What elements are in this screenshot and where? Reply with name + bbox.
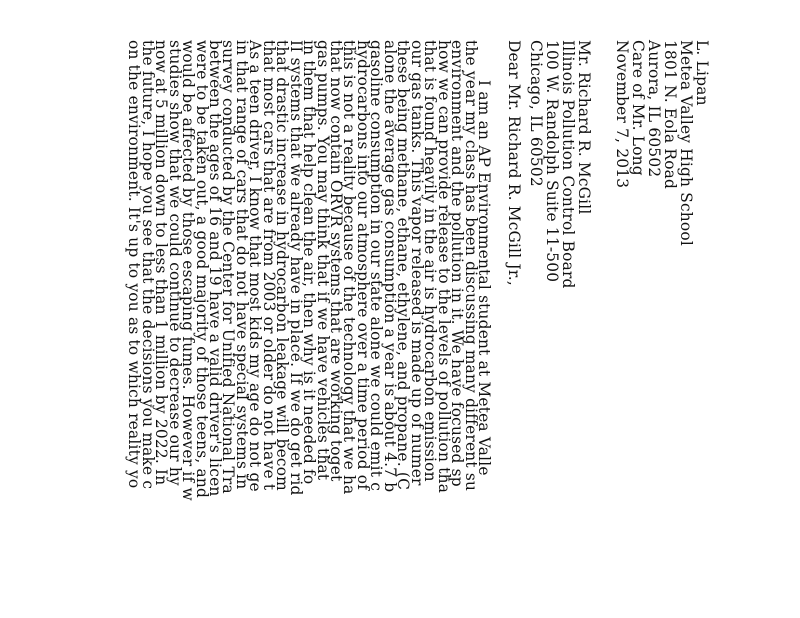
body-line: gas pumps. You may think that if we have vehicles that (313, 40, 332, 481)
body-line: on the environment. It's up to you as to which reality yo (125, 40, 144, 489)
body-line: these being methane, ethane, ethylene, and propane. (C (394, 40, 413, 491)
sender-name: L. Lipan (693, 40, 711, 106)
rotated-letter (70, 40, 710, 610)
body-line: studies show that we could continue to decrease our hy (165, 40, 184, 486)
recipient-org: Illinois Pollution Control Board (559, 40, 577, 289)
body-line: this is not a reality because of the technology that we ha (340, 40, 359, 495)
body-line: how we can provide release to the levels of pollution tha (434, 40, 453, 494)
body-line: in them that help clean the air, then why is it needed fo (300, 40, 319, 485)
letter (70, 40, 710, 610)
body-line: that drastic increase in hydrocarbon leakage will becom (273, 40, 292, 491)
recipient-city: Chicago, IL 60502 (527, 40, 545, 187)
salutation: Dear Mr. Richard R. McGill Jr., (505, 40, 523, 286)
body-line: would be affected by those escaping fumes. However if w (179, 40, 198, 501)
body-line: environment and the pollution in it. We have focused sp (448, 40, 467, 487)
body-line: As a teen driver, I know that most kids my age do not ge (246, 40, 265, 492)
body-line: hydrocarbons into our atmosphere over a time period of (353, 40, 372, 491)
body-line: survey conducted by the Center for Unified National Tra (219, 40, 238, 494)
letter-date: November 7, 2013 (613, 40, 631, 189)
body-line: that is found heavily in the air is hydrocarbon emission (421, 40, 440, 482)
body-line: our gas tanks. This vapor released is made up of numer (407, 40, 426, 486)
body-line: were to be taken out, a good majority of those teens, and (192, 40, 211, 499)
body-line: the future, I hope you see that the decisions you make c (138, 40, 157, 490)
body-line: between the ages of 16 and 19 have a valid driver's licen (206, 40, 224, 497)
body-line: now at 5 million down to less than 1 million by 2022. In (152, 40, 171, 486)
sender-care-of: Care of Mr. Long (629, 40, 647, 176)
recipient-street: 100 W. Randolph Suite 11-500 (543, 40, 561, 283)
body-line: in that range of cars that do not have special systems in (232, 40, 251, 490)
body-line: the year my class has been discussing many different su (461, 40, 480, 492)
sender-city: Aurora, IL 60502 (645, 40, 663, 178)
body-line: alone the average gas consumption a year is about 4.7 b (380, 40, 399, 493)
body-line: that now contain ORVR systems that are working toget (327, 40, 346, 482)
sender-street: 1801 N. Eola Road (661, 40, 679, 190)
body-line: I am an AP Environmental student at Metea Valle (475, 80, 493, 476)
body-line: that most cars that are from 2003 or older do not have t (259, 40, 278, 491)
body-line: gasoline consumption in our state alone we could emit c (367, 40, 386, 492)
recipient-name: Mr. Richard R. McGill (575, 40, 593, 215)
body-line: II systems that we already have in place. If we do get rid (286, 40, 305, 496)
sender-school: Metea Valley High School (677, 40, 695, 246)
